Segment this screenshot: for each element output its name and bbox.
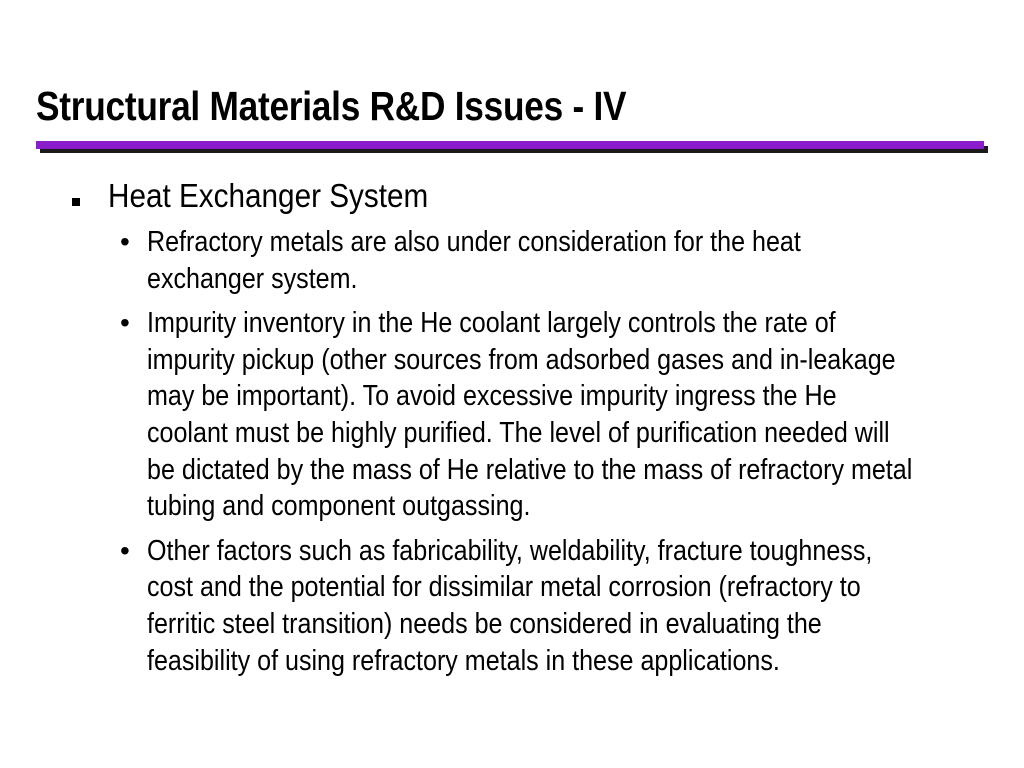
dot-bullet-icon: • — [120, 534, 130, 566]
square-bullet-icon — [72, 198, 80, 206]
sub-bullet-text: Other factors such as fabricability, weldability, fracture toughness, cost and the potential for dissimilar metal corrosion (refractory to ferritic steel transition) needs be considered in evaluating the feasibility of using refractory metals in these applications. — [147, 534, 873, 677]
title-rule — [36, 141, 984, 149]
sub-bullet-other-factors — [120, 533, 960, 679]
dot-bullet-icon: • — [120, 226, 130, 257]
sub-bullet-text: Refractory metals are also under consideration for the heat exchanger system. — [147, 226, 801, 295]
sub-bullet-refractory-metals — [120, 224, 960, 297]
slide-title: Structural Materials R&D Issues - IV — [36, 83, 627, 129]
sub-bullet-list — [120, 224, 960, 687]
sub-bullet-impurity-inventory — [120, 305, 960, 525]
sub-bullet-text: Impurity inventory in the He coolant largely controls the rate of impurity pickup (other sources from adsorbed gases and in-leakage may be important). To avoid excessive impurity ingress the He coolant must be highly purified. The level of purification needed will be dictated by the mass of He relative to the mass of refractory metal tubing and component outgassing. — [147, 307, 913, 523]
bullet-text: Heat Exchanger System — [108, 177, 429, 214]
dot-bullet-icon: • — [120, 307, 130, 339]
